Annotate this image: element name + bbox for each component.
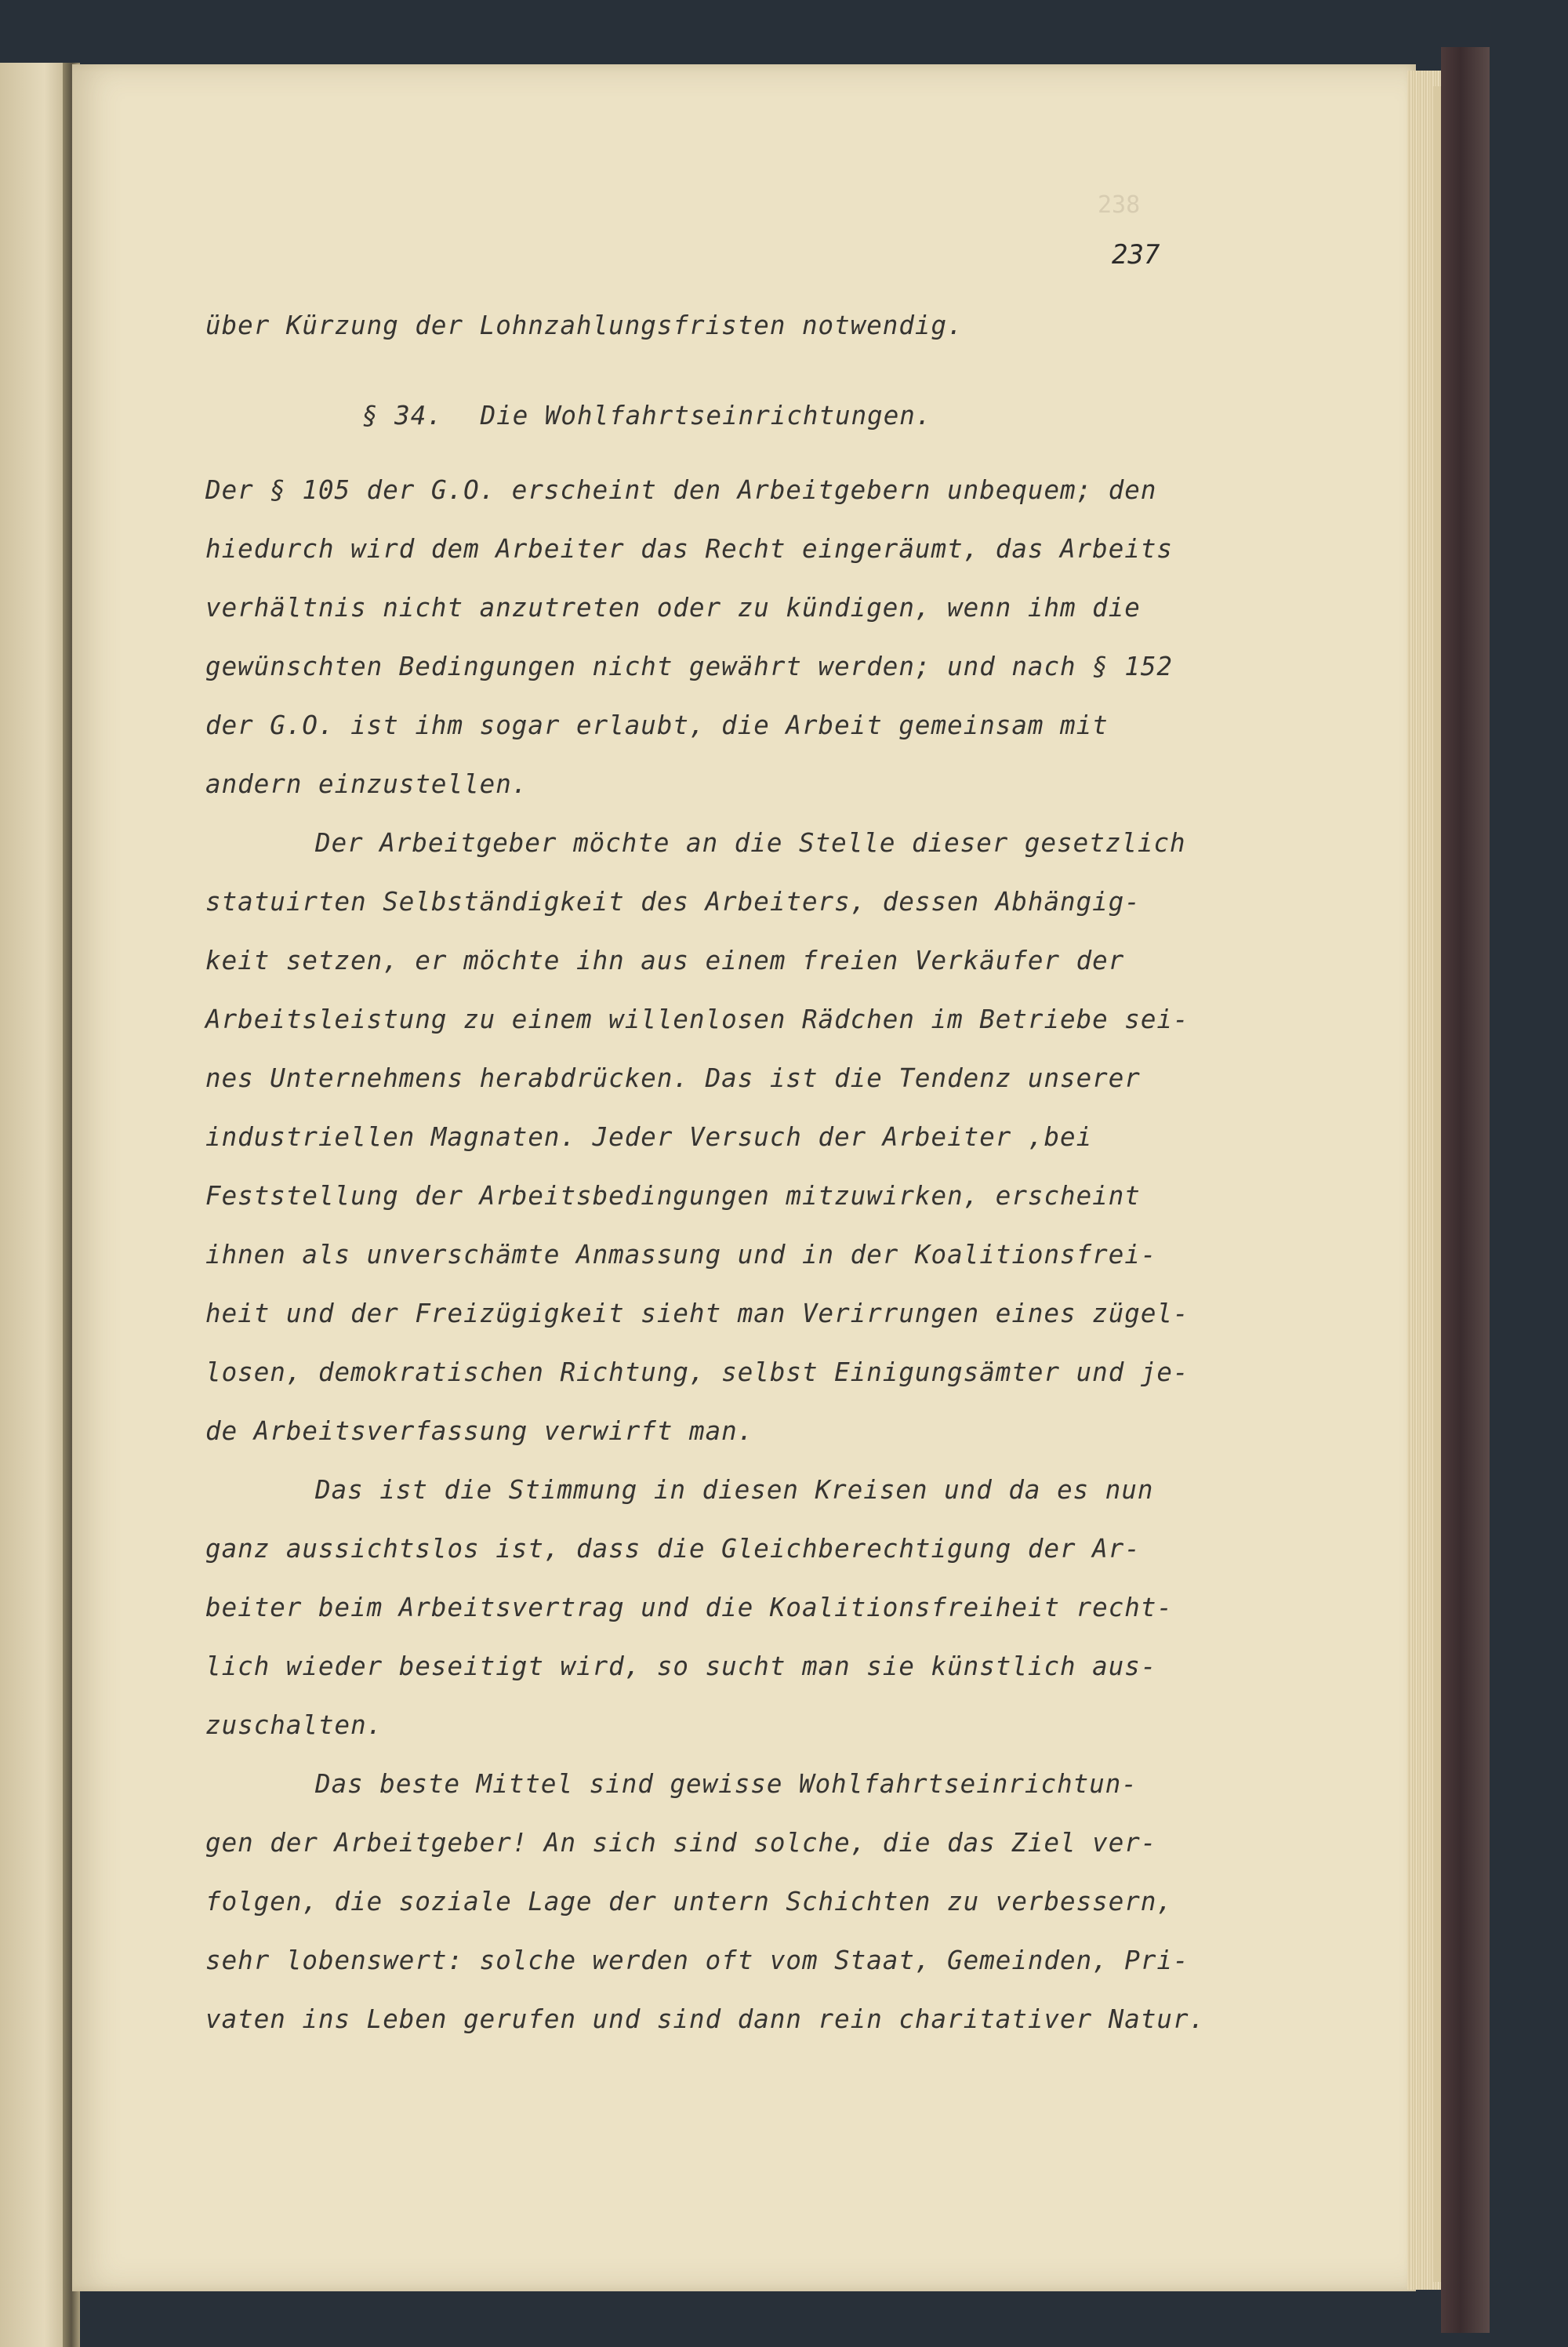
text-line: beiter beim Arbeitsvertrag und die Koalitionsfreiheit recht- [205,1593,1173,1622]
text-line: industriellen Magnaten. Jeder Versuch der Arbeiter ,bei [205,1122,1093,1152]
text-line: zuschalten. [205,1710,383,1740]
text-line: der G.O. ist ihm sogar erlaubt, die Arbeit gemeinsam mit [205,710,1109,740]
section-number: § 34. [362,401,443,431]
text-line: ihnen als unverschämte Anmassung und in der Koalitionsfrei- [205,1240,1157,1270]
text-line: nes Unternehmens herabdrücken. Das ist die Tendenz unserer [205,1063,1141,1093]
page-body [205,296,1279,2049]
text-line: Feststellung der Arbeitsbedingungen mitzuwirken, erscheint [205,1181,1141,1211]
text-line: keit setzen, er möchte ihn aus einem freien Verkäufer der [205,946,1125,975]
text-line: gen der Arbeitgeber! An sich sind solche, die das Ziel ver- [205,1828,1157,1858]
text-line: losen, demokratischen Richtung, selbst Einigungsämter und je- [205,1357,1189,1387]
text-line: Der § 105 der G.O. erscheint den Arbeitgebern unbequem; den [205,475,1157,505]
text-line: Das beste Mittel sind gewisse Wohlfahrtseinrichtun- [315,1769,1138,1799]
section-title: Die Wohlfahrtseinrichtungen. [480,401,932,431]
text-line: lich wieder beseitigt wird, so sucht man sie künstlich aus- [205,1651,1157,1681]
text-line: Der Arbeitgeber möchte an die Stelle dieser gesetzlich [315,828,1186,858]
text-line: gewünschten Bedingungen nicht gewährt werden; und nach § 152 [205,652,1173,681]
text-line: vaten ins Leben gerufen und sind dann rein charitativer Natur. [205,2004,1206,2034]
text-line: sehr lobenswert: solche werden oft vom Staat, Gemeinden, Pri- [205,1946,1189,1975]
page-number: 237 [1112,239,1160,271]
text-line: verhältnis nicht anzutreten oder zu kündigen, wenn ihm die [205,593,1141,623]
text-line: andern einzustellen. [205,769,528,799]
bleed-through-page-number: 238 [1098,191,1141,219]
text-line: de Arbeitsverfassung verwirft man. [205,1416,754,1446]
text-line: heit und der Freizügigkeit sieht man Verirrungen eines zügel- [205,1299,1189,1328]
text-line: statuirten Selbständigkeit des Arbeiters, dessen Abhängig- [205,887,1141,917]
text-line: Arbeitsleistung zu einem willenlosen Rädchen im Betriebe sei- [205,1005,1189,1034]
text-line: folgen, die soziale Lage der untern Schichten zu verbessern, [205,1887,1173,1916]
text-line: hiedurch wird dem Arbeiter das Recht eingeräumt, das Arbeits [205,534,1173,564]
text-line: Das ist die Stimmung in diesen Kreisen und da es nun [315,1475,1154,1505]
text-line: über Kürzung der Lohnzahlungsfristen notwendig. [205,311,964,340]
section-heading [205,387,1279,445]
text-line: ganz aussichtslos ist, dass die Gleichberechtigung der Ar- [205,1534,1141,1564]
book-cover [1441,47,1490,2333]
